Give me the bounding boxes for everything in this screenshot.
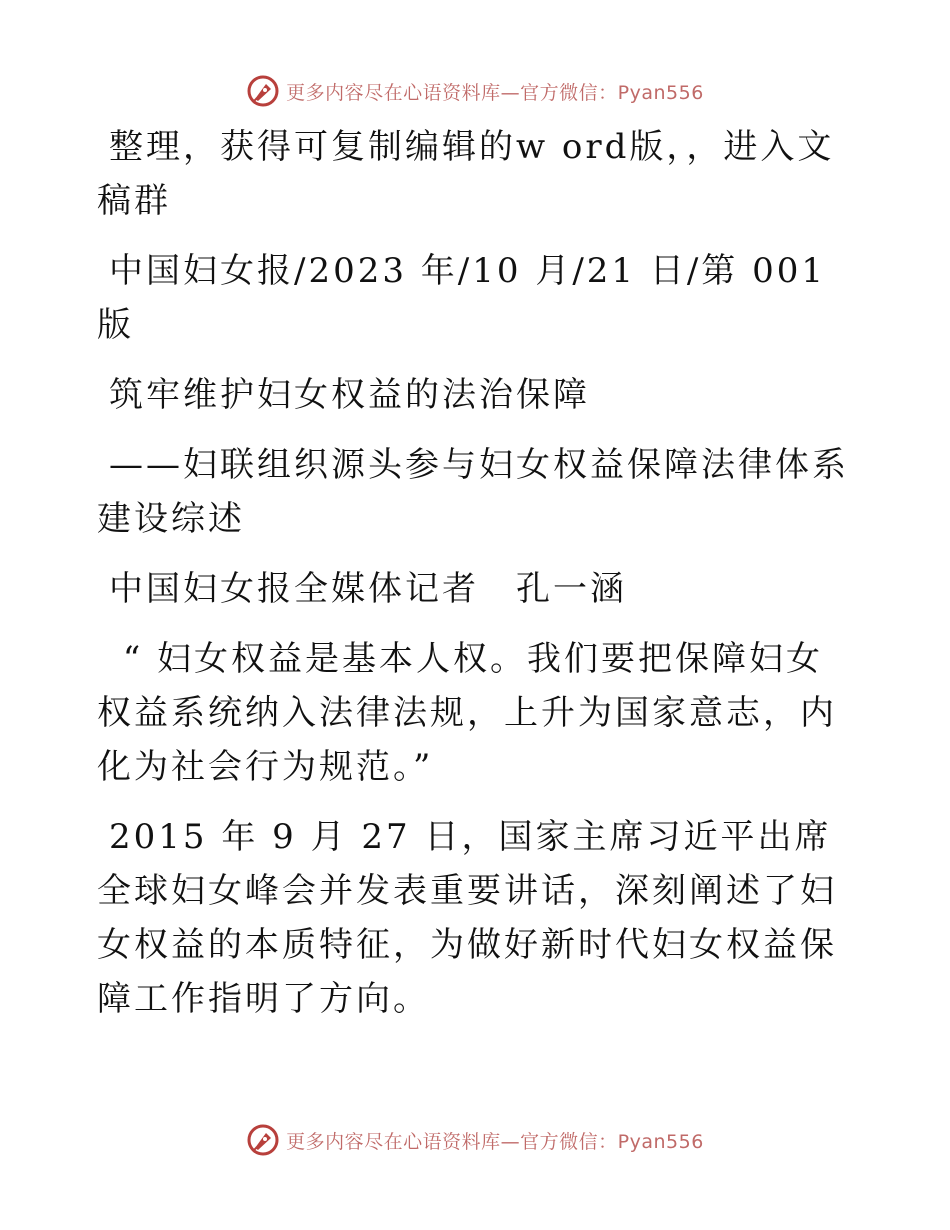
watermark-text: 更多内容尽在心语资料库—官方微信：Pyan556 — [286, 81, 704, 104]
footer-watermark — [0, 1120, 950, 1160]
author-byline: 中国妇女报全媒体记者 孔一涵 — [109, 569, 627, 609]
document-body — [97, 120, 857, 1042]
pen-nib-logo-icon — [246, 74, 280, 108]
article-title: 筑牢维护妇女权益的法治保障 — [109, 375, 590, 415]
quote-paragraph: “ 妇女权益是基本人权。我们要把保障妇女权益系统纳入法律法规，上升为国家意志，内化为社会行为规范。” — [97, 639, 837, 787]
header-watermark — [0, 71, 950, 111]
body-paragraph: 2015 年 9 月 27 日，国家主席习近平出席全球妇女峰会并发表重要讲话，深刻阐述了妇女权益的本质特征，为做好新时代妇女权益保障工作指明了方向。 — [97, 817, 837, 1019]
pen-nib-logo-icon — [246, 1123, 280, 1157]
watermark-text: 更多内容尽在心语资料库—官方微信：Pyan556 — [286, 1130, 704, 1153]
article-subtitle: ——妇联组织源头参与妇女权益保障法律体系建设综述 — [97, 445, 849, 539]
source-line: 中国妇女报/2023 年/10 月/21 日/第 001 版 — [97, 251, 840, 345]
intro-note: 整理，获得可复制编辑的w ord版，，进入文稿群 — [97, 127, 835, 221]
